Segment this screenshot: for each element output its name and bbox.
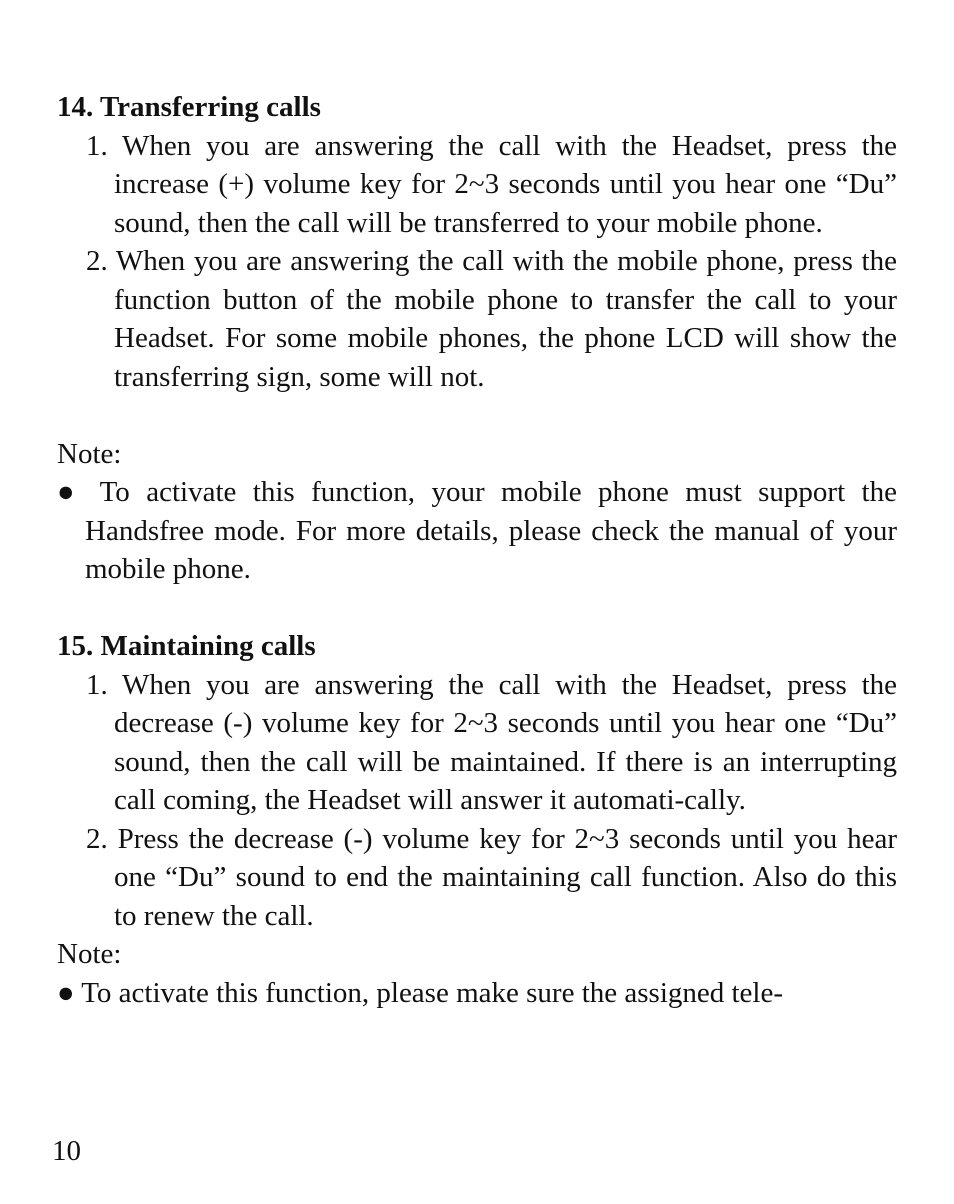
note-label: Note:: [57, 437, 122, 470]
instruction-step: 2. When you are answering the call with the mobile phone, press the function button of the mobile phone to transfer the call to your Headset. For some mobile phones, the phone LCD will show the transferring sign, some will not.: [86, 245, 897, 393]
section-heading: 15. Maintaining calls: [57, 630, 316, 662]
instruction-step: 2. Press the decrease (-) volume key for 2~3 seconds until you hear one “Du” sound to end the maintaining call function. Also do this to renew the call.: [86, 822, 897, 932]
note-label: Note:: [57, 938, 122, 970]
instruction-step: 1. When you are answering the call with the Headset, press the decrease (-) volume key for 2~3 seconds until you hear one “Du” sound, then the call will be maintained. If there is an interrupting call coming, the Headset will answer it automati-cally.: [86, 668, 897, 816]
page-number: 10: [52, 1135, 81, 1167]
page-content: [57, 88, 897, 1012]
paragraph-spacer: [57, 589, 897, 628]
section-heading: 14. Transferring calls: [57, 91, 321, 123]
section-transferring-calls: [57, 88, 897, 627]
note-bullet: ● To activate this function, your mobile phone must support the Handsfree mode. For more details, please check the manual of your mobile phone.: [57, 476, 897, 585]
paragraph-spacer: [57, 396, 897, 435]
instruction-step: 1. When you are answering the call with the Headset, press the increase (+) volume key for 2~3 seconds until you hear one “Du” sound, then the call will be transferred to your mobile phone.: [86, 129, 897, 239]
note-bullet: ● To activate this function, please make sure the assigned tele-: [57, 976, 784, 1009]
section-maintaining-calls: [57, 627, 897, 1012]
